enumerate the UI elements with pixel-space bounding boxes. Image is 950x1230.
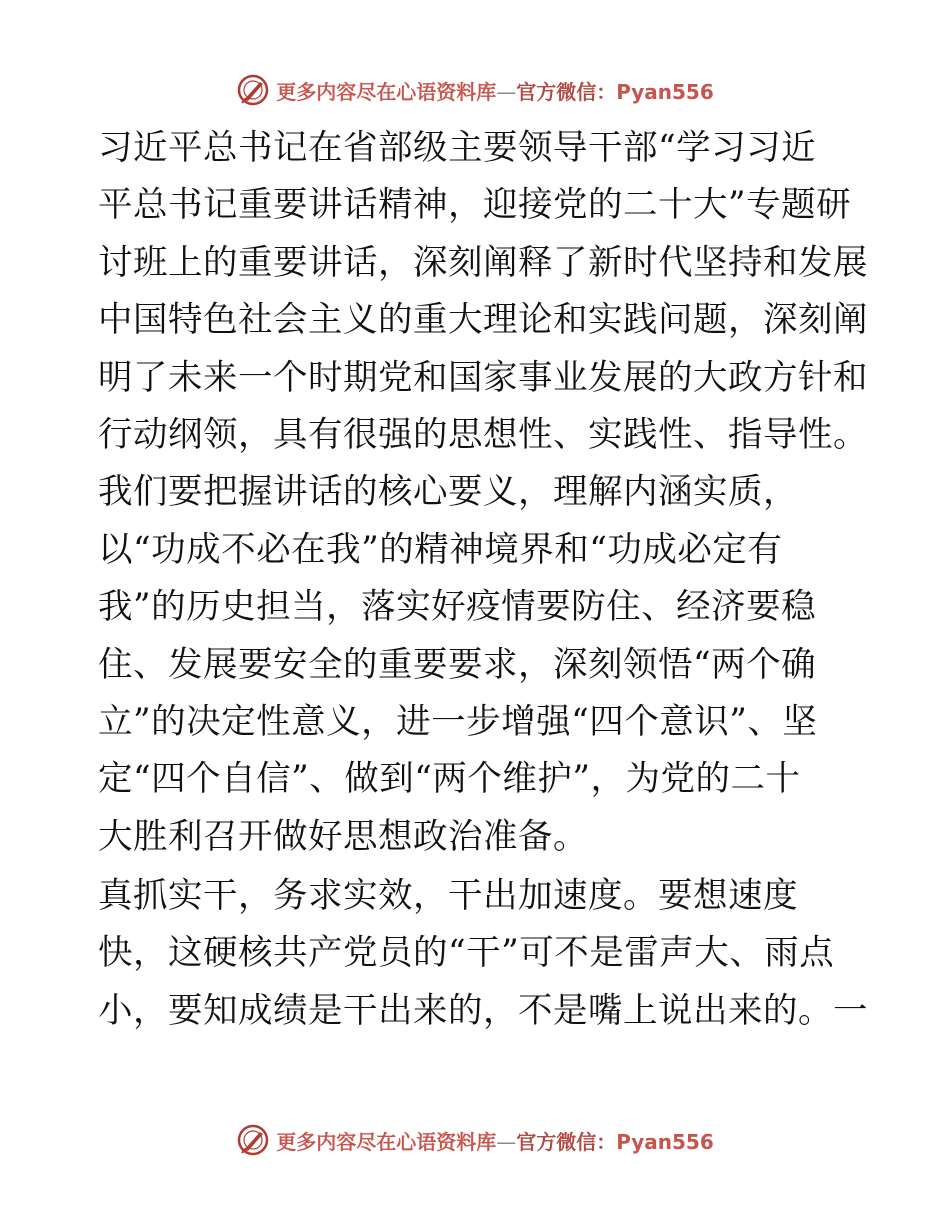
header-contact-label: 官方微信： (516, 79, 617, 104)
paragraph-line: 立”的决定性意义，进一步增强“四个意识”、坚 (98, 701, 818, 742)
paragraph-line: 讨班上的重要讲话，深刻阐释了新时代坚持和发展 (98, 242, 868, 283)
paragraph-line: 以“功成不必在我”的精神境界和“功成必定有 (98, 529, 783, 570)
paragraph-line: 快，这硬核共产党员的“干”可不是雷声大、雨点 (98, 933, 835, 974)
paragraph-line: 住、发展要安全的重要要求，深刻领悟“两个确 (98, 644, 817, 685)
paragraph-line: 小，要知成绩是干出来的，不是嘴上说出来的。一 (98, 990, 868, 1031)
footer-banner (0, 1120, 950, 1160)
footer-contact-label: 官方微信： (516, 1129, 617, 1154)
footer-contact-id: Pyan556 (616, 1129, 714, 1154)
footer-dash: — (496, 1129, 517, 1154)
paragraph-2 (98, 868, 868, 1040)
paragraph-line: 中国特色社会主义的重大理论和实践问题，深刻阐 (98, 300, 868, 341)
header-dash: — (496, 79, 517, 104)
header-banner (0, 70, 950, 110)
quill-seal-logo-icon (236, 73, 270, 107)
paragraph-line: 平总书记重要讲话精神，迎接党的二十大”专题研 (98, 185, 852, 226)
paragraph-line: 行动纲领，具有很强的思想性、实践性、指导性。 (98, 414, 868, 455)
header-banner-text (276, 76, 714, 105)
header-main-text: 更多内容尽在心语资料库 (276, 79, 497, 104)
footer-main-text: 更多内容尽在心语资料库 (276, 1129, 497, 1154)
paragraph-line: 定“四个自信”、做到“两个维护”，为党的二十 (98, 759, 801, 800)
paragraph-line: 我”的历史担当，落实好疫情要防住、经济要稳 (98, 587, 817, 628)
quill-seal-logo-icon (236, 1123, 270, 1157)
header-contact-id: Pyan556 (616, 79, 714, 104)
paragraph-line: 大胜利召开做好思想政治准备。 (98, 816, 588, 857)
paragraph-line: 真抓实干，务求实效，干出加速度。要想速度 (98, 876, 798, 916)
footer-banner-text (276, 1126, 714, 1155)
paragraph-1 (98, 120, 868, 866)
paragraph-line: 明了未来一个时期党和国家事业发展的大政方针和 (98, 357, 868, 398)
paragraph-line: 习近平总书记在省部级主要领导干部“学习习近 (98, 128, 817, 168)
paragraph-line: 我们要把握讲话的核心要义，理解内涵实质， (98, 472, 798, 513)
